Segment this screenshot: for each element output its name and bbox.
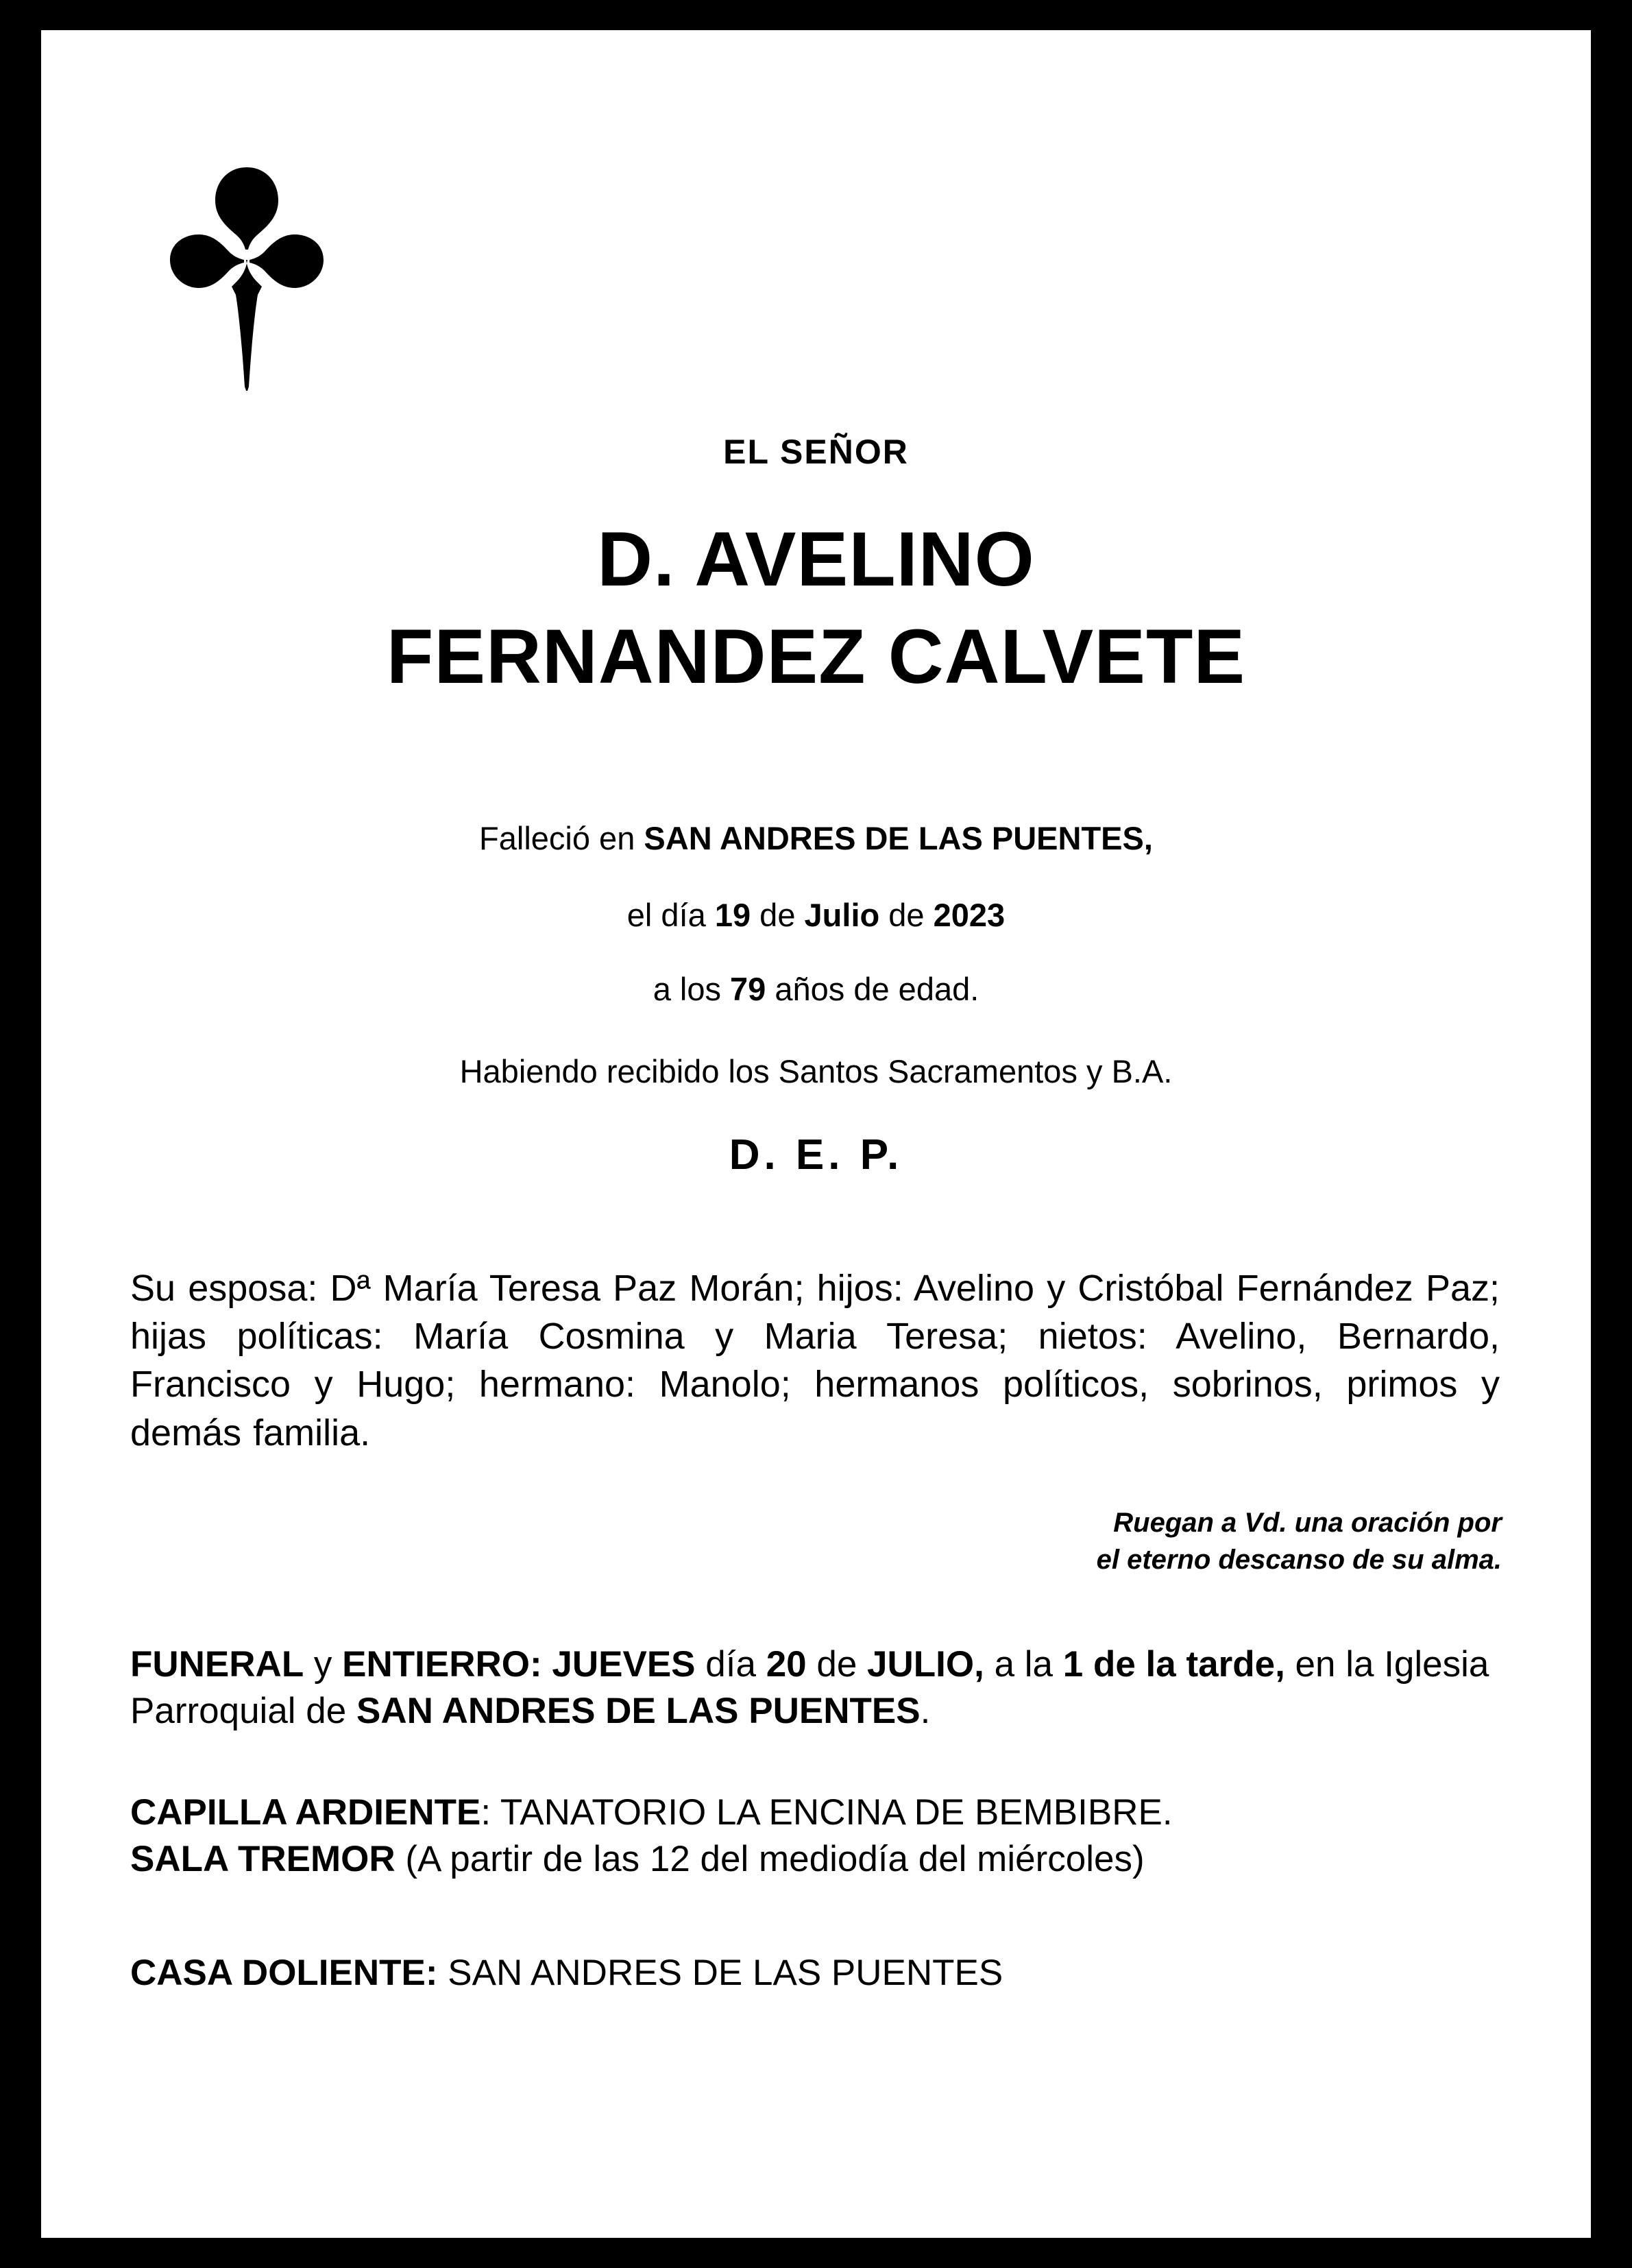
mourning-house-value: SAN ANDRES DE LAS PUENTES (437, 1953, 1003, 1993)
death-age-suffix: años de edad. (766, 971, 979, 1007)
death-day: 19 (714, 897, 751, 933)
funeral-day: 20 (766, 1644, 807, 1685)
funeral-text-1: día (695, 1644, 766, 1685)
prayer-request-line-2: el eterno descanso de su alma. (1096, 1545, 1502, 1575)
death-place-prefix: Falleció en (479, 820, 644, 856)
death-month: Julio (804, 897, 880, 933)
mourning-house-label: CASA DOLIENTE: (130, 1953, 438, 1993)
death-date-mid-2: de (879, 897, 934, 933)
funeral-text-4: en la (1284, 1644, 1374, 1685)
funeral-church-suffix: . (920, 1690, 931, 1731)
notice-content (41, 30, 1591, 2238)
funeral-label-bold-1: FUNERAL (130, 1644, 304, 1685)
dep-abbreviation: D. E. P. (729, 1131, 903, 1179)
funeral-time: 1 de la tarde, (1062, 1644, 1285, 1685)
death-age-value: 79 (730, 971, 766, 1007)
funeral-text-2: de (806, 1644, 868, 1685)
funeral-details-block (130, 1641, 1501, 1735)
deceased-name-line-1: D. AVELINO (597, 516, 1035, 602)
chapel-room-hours: (A partir de las 12 del mediodía del miércoles) (395, 1838, 1145, 1879)
death-year: 2023 (933, 897, 1006, 933)
page-inner-white-area (41, 30, 1591, 2238)
death-place-line (41, 821, 1591, 856)
chapel-room-label: SALA TREMOR (130, 1838, 395, 1879)
funeral-label-bold-2: ENTIERRO: JUEVES (342, 1644, 696, 1685)
chapel-label: CAPILLA ARDIENTE (130, 1792, 481, 1833)
funeral-text-3: a la (984, 1644, 1063, 1685)
surviving-family-paragraph: Su esposa: Dª María Teresa Paz Morán; hijos: Avelino y Cristóbal Fernández Paz; hijas políticas: María Cosmina y Maria Teresa; nietos: Avelino, Bernardo, Francisco y Hugo; hermano: Manolo; hermanos políticos, sobrinos, primos y demás familia. (130, 1268, 1500, 1453)
death-date-line (41, 897, 1591, 933)
sacraments-line: Habiendo recibido los Santos Sacramentos y B.A. (459, 1053, 1173, 1089)
prayer-request (679, 1504, 1502, 1578)
funeral-church-prefix: Iglesia Parroquial de (130, 1644, 1489, 1731)
chapel-line-2 (130, 1836, 1501, 1883)
mourning-house-block (130, 1950, 1501, 1996)
cross-of-santiago-icon (158, 160, 336, 394)
death-place-value: SAN ANDRES DE LAS PUENTES, (644, 820, 1153, 856)
funeral-month: JULIO, (867, 1644, 984, 1685)
funeral-church-name: SAN ANDRES DE LAS PUENTES (356, 1690, 921, 1731)
death-age-line (41, 972, 1591, 1007)
death-age-prefix: a los (653, 971, 731, 1007)
chapel-line-1 (130, 1789, 1501, 1836)
death-date-prefix: el día (626, 897, 715, 933)
prayer-request-line-1: Ruegan a Vd. una oración por (1113, 1508, 1502, 1538)
funeral-label-normal-1: y (304, 1644, 343, 1685)
deceased-name-line-2: FERNANDEZ CALVETE (386, 614, 1246, 699)
honorific-heading: EL SEÑOR (723, 433, 909, 471)
chapel-details-block (130, 1789, 1501, 1883)
chapel-location: : TANATORIO LA ENCINA DE BEMBIBRE. (480, 1792, 1173, 1833)
death-date-mid: de (751, 897, 805, 933)
